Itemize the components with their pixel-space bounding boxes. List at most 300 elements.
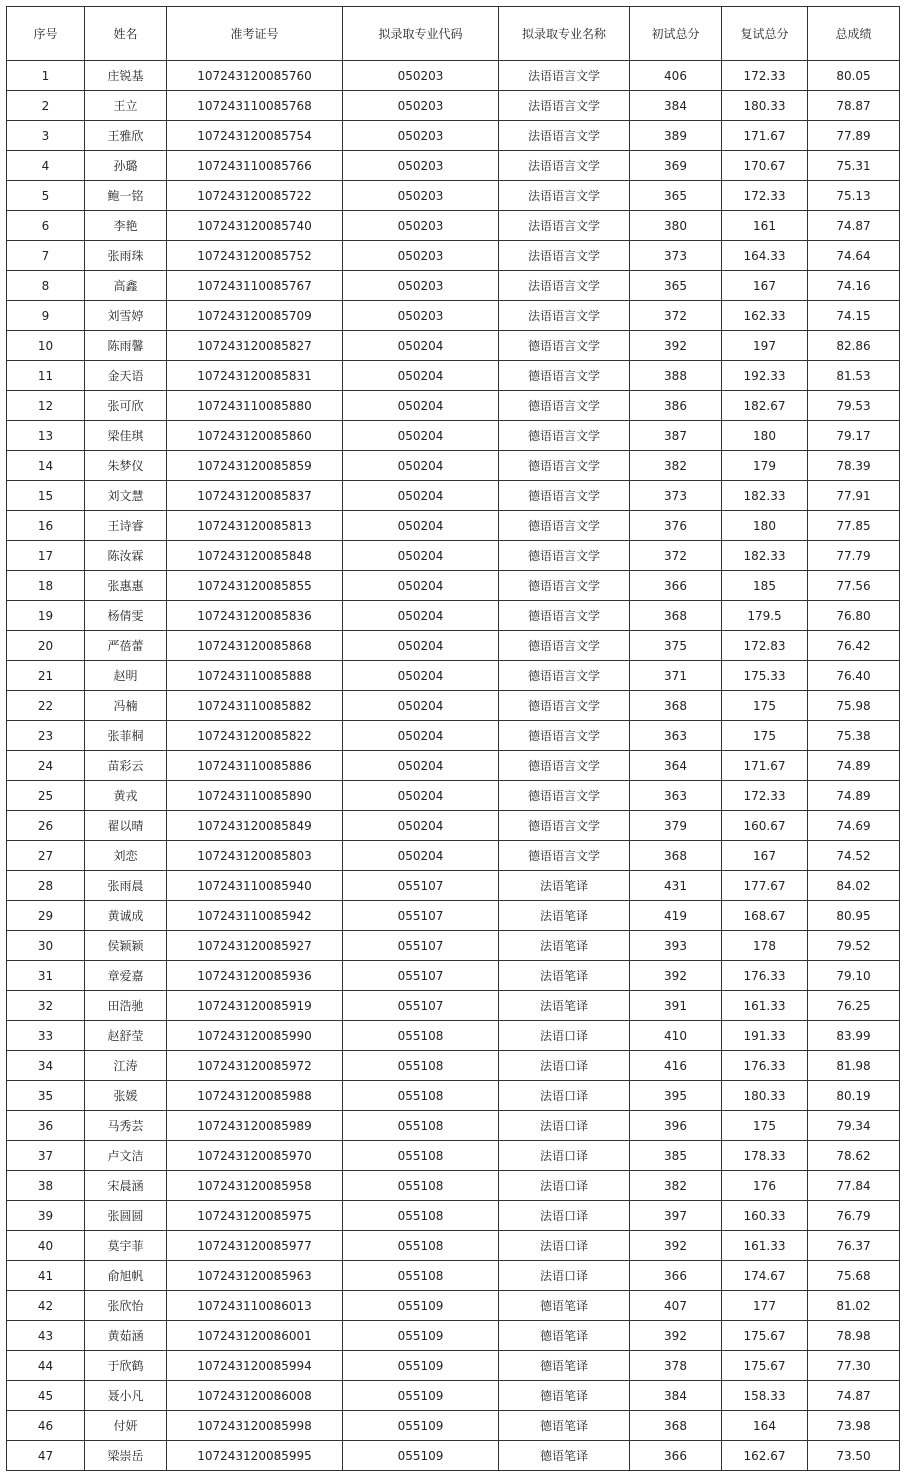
cell-total-score: 73.98: [808, 1411, 900, 1441]
cell-major-code: 050203: [343, 181, 499, 211]
cell-index: 20: [7, 631, 85, 661]
cell-name: 赵舒莹: [85, 1021, 167, 1051]
cell-retest-score: 191.33: [722, 1021, 808, 1051]
cell-retest-score: 178.33: [722, 1141, 808, 1171]
cell-initial-score: 380: [630, 211, 722, 241]
table-row: [7, 391, 900, 421]
cell-retest-score: 158.33: [722, 1381, 808, 1411]
cell-major-code: 055107: [343, 991, 499, 1021]
cell-retest-score: 161: [722, 211, 808, 241]
cell-exam-id: 107243120085813: [167, 511, 343, 541]
cell-total-score: 77.85: [808, 511, 900, 541]
cell-total-score: 75.31: [808, 151, 900, 181]
cell-retest-score: 172.83: [722, 631, 808, 661]
cell-retest-score: 192.33: [722, 361, 808, 391]
cell-exam-id: 107243110085890: [167, 781, 343, 811]
cell-retest-score: 161.33: [722, 991, 808, 1021]
cell-retest-score: 185: [722, 571, 808, 601]
cell-name: 陈雨馨: [85, 331, 167, 361]
header-index: 序号: [7, 7, 85, 61]
cell-retest-score: 160.33: [722, 1201, 808, 1231]
cell-total-score: 78.62: [808, 1141, 900, 1171]
cell-major-code: 055107: [343, 931, 499, 961]
cell-total-score: 74.69: [808, 811, 900, 841]
cell-major-code: 050203: [343, 61, 499, 91]
cell-initial-score: 410: [630, 1021, 722, 1051]
cell-major-code: 055109: [343, 1291, 499, 1321]
cell-initial-score: 407: [630, 1291, 722, 1321]
cell-total-score: 77.84: [808, 1171, 900, 1201]
cell-major-code: 050203: [343, 241, 499, 271]
cell-major-name: 德语语言文学: [499, 631, 630, 661]
cell-major-name: 德语笔译: [499, 1321, 630, 1351]
cell-major-code: 050204: [343, 571, 499, 601]
cell-index: 26: [7, 811, 85, 841]
cell-total-score: 78.87: [808, 91, 900, 121]
cell-initial-score: 382: [630, 1171, 722, 1201]
cell-major-code: 055109: [343, 1441, 499, 1471]
cell-exam-id: 107243120085827: [167, 331, 343, 361]
cell-total-score: 75.13: [808, 181, 900, 211]
cell-index: 24: [7, 751, 85, 781]
cell-initial-score: 369: [630, 151, 722, 181]
cell-initial-score: 392: [630, 961, 722, 991]
cell-major-name: 德语笔译: [499, 1381, 630, 1411]
cell-total-score: 74.52: [808, 841, 900, 871]
table-row: [7, 1261, 900, 1291]
cell-exam-id: 107243120085860: [167, 421, 343, 451]
cell-total-score: 81.53: [808, 361, 900, 391]
table-row: [7, 1381, 900, 1411]
cell-index: 29: [7, 901, 85, 931]
cell-exam-id: 107243120085972: [167, 1051, 343, 1081]
cell-major-name: 德语语言文学: [499, 541, 630, 571]
cell-total-score: 79.52: [808, 931, 900, 961]
cell-name: 张惠惠: [85, 571, 167, 601]
table-row: [7, 781, 900, 811]
cell-major-name: 德语笔译: [499, 1441, 630, 1471]
cell-index: 30: [7, 931, 85, 961]
cell-retest-score: 162.33: [722, 301, 808, 331]
cell-total-score: 81.98: [808, 1051, 900, 1081]
cell-retest-score: 167: [722, 271, 808, 301]
cell-major-name: 法语口译: [499, 1021, 630, 1051]
table-row: [7, 1411, 900, 1441]
cell-exam-id: 107243110085767: [167, 271, 343, 301]
cell-exam-id: 107243110085768: [167, 91, 343, 121]
cell-retest-score: 170.67: [722, 151, 808, 181]
cell-total-score: 74.16: [808, 271, 900, 301]
cell-exam-id: 107243120085831: [167, 361, 343, 391]
table-row: [7, 301, 900, 331]
cell-exam-id: 107243120085836: [167, 601, 343, 631]
cell-exam-id: 107243120085988: [167, 1081, 343, 1111]
cell-name: 王雅欣: [85, 121, 167, 151]
cell-index: 43: [7, 1321, 85, 1351]
cell-major-code: 050204: [343, 631, 499, 661]
cell-major-code: 050204: [343, 841, 499, 871]
cell-initial-score: 378: [630, 1351, 722, 1381]
cell-major-name: 德语语言文学: [499, 481, 630, 511]
cell-total-score: 74.89: [808, 781, 900, 811]
table-row: [7, 1081, 900, 1111]
cell-name: 莫宇菲: [85, 1231, 167, 1261]
cell-name: 王诗睿: [85, 511, 167, 541]
cell-name: 黄诚成: [85, 901, 167, 931]
cell-major-name: 德语笔译: [499, 1351, 630, 1381]
cell-total-score: 74.87: [808, 211, 900, 241]
header-initial-score: 初试总分: [630, 7, 722, 61]
cell-major-code: 050204: [343, 451, 499, 481]
cell-exam-id: 107243120085803: [167, 841, 343, 871]
table-row: [7, 331, 900, 361]
table-row: [7, 451, 900, 481]
cell-index: 5: [7, 181, 85, 211]
cell-total-score: 77.30: [808, 1351, 900, 1381]
cell-total-score: 80.95: [808, 901, 900, 931]
cell-exam-id: 107243110086013: [167, 1291, 343, 1321]
cell-index: 33: [7, 1021, 85, 1051]
cell-name: 刘雪婷: [85, 301, 167, 331]
cell-major-code: 055108: [343, 1141, 499, 1171]
cell-major-code: 055108: [343, 1111, 499, 1141]
cell-major-name: 法语笔译: [499, 901, 630, 931]
table-row: [7, 61, 900, 91]
cell-retest-score: 162.67: [722, 1441, 808, 1471]
cell-index: 4: [7, 151, 85, 181]
cell-major-name: 德语笔译: [499, 1411, 630, 1441]
cell-major-code: 050204: [343, 541, 499, 571]
cell-major-name: 德语语言文学: [499, 751, 630, 781]
cell-major-name: 德语笔译: [499, 1291, 630, 1321]
cell-name: 高鑫: [85, 271, 167, 301]
table-row: [7, 1441, 900, 1471]
cell-exam-id: 107243120085963: [167, 1261, 343, 1291]
cell-total-score: 79.10: [808, 961, 900, 991]
cell-index: 39: [7, 1201, 85, 1231]
cell-initial-score: 366: [630, 1261, 722, 1291]
header-name: 姓名: [85, 7, 167, 61]
cell-retest-score: 171.67: [722, 121, 808, 151]
cell-retest-score: 167: [722, 841, 808, 871]
cell-exam-id: 107243110085766: [167, 151, 343, 181]
cell-retest-score: 172.33: [722, 181, 808, 211]
cell-initial-score: 388: [630, 361, 722, 391]
cell-major-name: 法语口译: [499, 1141, 630, 1171]
cell-total-score: 74.89: [808, 751, 900, 781]
cell-major-name: 法语口译: [499, 1201, 630, 1231]
cell-retest-score: 180: [722, 421, 808, 451]
cell-index: 8: [7, 271, 85, 301]
cell-major-code: 055108: [343, 1021, 499, 1051]
cell-exam-id: 107243110085882: [167, 691, 343, 721]
cell-name: 黄茹涵: [85, 1321, 167, 1351]
cell-name: 侯颖颖: [85, 931, 167, 961]
cell-total-score: 76.40: [808, 661, 900, 691]
cell-retest-score: 174.67: [722, 1261, 808, 1291]
cell-major-code: 055108: [343, 1231, 499, 1261]
cell-major-name: 法语语言文学: [499, 211, 630, 241]
cell-name: 朱梦仪: [85, 451, 167, 481]
cell-index: 22: [7, 691, 85, 721]
cell-initial-score: 392: [630, 1321, 722, 1351]
cell-exam-id: 107243120085958: [167, 1171, 343, 1201]
cell-major-code: 050204: [343, 691, 499, 721]
cell-name: 卢文洁: [85, 1141, 167, 1171]
cell-initial-score: 371: [630, 661, 722, 691]
cell-major-name: 法语口译: [499, 1051, 630, 1081]
table-row: [7, 931, 900, 961]
cell-major-name: 德语语言文学: [499, 811, 630, 841]
cell-major-name: 德语语言文学: [499, 601, 630, 631]
cell-major-code: 050204: [343, 481, 499, 511]
cell-major-code: 055109: [343, 1411, 499, 1441]
cell-initial-score: 391: [630, 991, 722, 1021]
header-retest-score: 复试总分: [722, 7, 808, 61]
cell-major-name: 法语语言文学: [499, 91, 630, 121]
cell-index: 15: [7, 481, 85, 511]
cell-major-name: 德语语言文学: [499, 721, 630, 751]
cell-index: 7: [7, 241, 85, 271]
cell-exam-id: 107243120085849: [167, 811, 343, 841]
cell-name: 章爱嘉: [85, 961, 167, 991]
cell-initial-score: 372: [630, 301, 722, 331]
cell-total-score: 74.87: [808, 1381, 900, 1411]
cell-initial-score: 382: [630, 451, 722, 481]
cell-major-name: 法语语言文学: [499, 61, 630, 91]
cell-major-name: 法语语言文学: [499, 301, 630, 331]
cell-major-code: 055108: [343, 1261, 499, 1291]
cell-index: 32: [7, 991, 85, 1021]
cell-retest-score: 164: [722, 1411, 808, 1441]
cell-initial-score: 365: [630, 181, 722, 211]
cell-retest-score: 175: [722, 721, 808, 751]
cell-retest-score: 177: [722, 1291, 808, 1321]
cell-initial-score: 365: [630, 271, 722, 301]
cell-name: 张媛: [85, 1081, 167, 1111]
table-row: [7, 361, 900, 391]
cell-total-score: 79.17: [808, 421, 900, 451]
cell-name: 陈汝霖: [85, 541, 167, 571]
cell-major-name: 法语笔译: [499, 961, 630, 991]
cell-total-score: 77.89: [808, 121, 900, 151]
cell-index: 45: [7, 1381, 85, 1411]
cell-exam-id: 107243120085740: [167, 211, 343, 241]
cell-major-code: 055107: [343, 961, 499, 991]
cell-major-name: 法语口译: [499, 1231, 630, 1261]
table-row: [7, 421, 900, 451]
cell-index: 25: [7, 781, 85, 811]
cell-index: 37: [7, 1141, 85, 1171]
cell-retest-score: 179: [722, 451, 808, 481]
cell-major-code: 050204: [343, 361, 499, 391]
cell-index: 1: [7, 61, 85, 91]
cell-index: 17: [7, 541, 85, 571]
cell-name: 梁佳琪: [85, 421, 167, 451]
cell-name: 张可欣: [85, 391, 167, 421]
cell-retest-score: 176.33: [722, 1051, 808, 1081]
cell-major-code: 055108: [343, 1051, 499, 1081]
cell-exam-id: 107243120085868: [167, 631, 343, 661]
cell-exam-id: 107243120085837: [167, 481, 343, 511]
cell-initial-score: 397: [630, 1201, 722, 1231]
cell-name: 张菲桐: [85, 721, 167, 751]
cell-major-code: 050204: [343, 421, 499, 451]
cell-initial-score: 393: [630, 931, 722, 961]
cell-exam-id: 107243120085970: [167, 1141, 343, 1171]
cell-exam-id: 107243120085927: [167, 931, 343, 961]
cell-exam-id: 107243110085880: [167, 391, 343, 421]
cell-retest-score: 178: [722, 931, 808, 961]
cell-initial-score: 406: [630, 61, 722, 91]
cell-total-score: 76.25: [808, 991, 900, 1021]
cell-name: 冯楠: [85, 691, 167, 721]
cell-initial-score: 373: [630, 241, 722, 271]
cell-index: 27: [7, 841, 85, 871]
cell-major-code: 050204: [343, 661, 499, 691]
cell-name: 付妍: [85, 1411, 167, 1441]
cell-total-score: 74.64: [808, 241, 900, 271]
cell-major-name: 法语语言文学: [499, 121, 630, 151]
cell-total-score: 77.56: [808, 571, 900, 601]
cell-major-name: 德语语言文学: [499, 661, 630, 691]
cell-major-name: 法语笔译: [499, 991, 630, 1021]
cell-initial-score: 366: [630, 571, 722, 601]
cell-total-score: 73.50: [808, 1441, 900, 1471]
cell-total-score: 80.05: [808, 61, 900, 91]
cell-major-name: 法语口译: [499, 1261, 630, 1291]
admission-table: [6, 6, 900, 1471]
cell-major-name: 德语语言文学: [499, 421, 630, 451]
cell-exam-id: 107243120086001: [167, 1321, 343, 1351]
cell-exam-id: 107243110085888: [167, 661, 343, 691]
cell-name: 张雨珠: [85, 241, 167, 271]
cell-major-code: 050203: [343, 271, 499, 301]
cell-exam-id: 107243120085975: [167, 1201, 343, 1231]
table-row: [7, 211, 900, 241]
cell-major-code: 055107: [343, 871, 499, 901]
cell-major-name: 法语笔译: [499, 931, 630, 961]
cell-initial-score: 368: [630, 601, 722, 631]
table-row: [7, 1171, 900, 1201]
cell-index: 19: [7, 601, 85, 631]
cell-retest-score: 182.33: [722, 481, 808, 511]
cell-initial-score: 366: [630, 1441, 722, 1471]
cell-initial-score: 396: [630, 1111, 722, 1141]
cell-exam-id: 107243120085859: [167, 451, 343, 481]
table-row: [7, 751, 900, 781]
table-row: [7, 991, 900, 1021]
cell-total-score: 74.15: [808, 301, 900, 331]
cell-exam-id: 107243120085709: [167, 301, 343, 331]
cell-retest-score: 180.33: [722, 1081, 808, 1111]
cell-major-name: 法语笔译: [499, 871, 630, 901]
cell-exam-id: 107243120085822: [167, 721, 343, 751]
cell-total-score: 75.68: [808, 1261, 900, 1291]
cell-name: 张欣怡: [85, 1291, 167, 1321]
cell-major-name: 德语语言文学: [499, 571, 630, 601]
cell-major-code: 055109: [343, 1321, 499, 1351]
table-row: [7, 511, 900, 541]
table-row: [7, 1051, 900, 1081]
cell-major-code: 050204: [343, 781, 499, 811]
cell-major-code: 055109: [343, 1381, 499, 1411]
cell-index: 18: [7, 571, 85, 601]
cell-exam-id: 107243120085760: [167, 61, 343, 91]
cell-retest-score: 176.33: [722, 961, 808, 991]
cell-major-name: 德语语言文学: [499, 691, 630, 721]
cell-name: 翟以晴: [85, 811, 167, 841]
cell-retest-score: 175.67: [722, 1321, 808, 1351]
cell-name: 马秀芸: [85, 1111, 167, 1141]
cell-index: 41: [7, 1261, 85, 1291]
cell-index: 14: [7, 451, 85, 481]
cell-index: 23: [7, 721, 85, 751]
cell-exam-id: 107243120085722: [167, 181, 343, 211]
cell-initial-score: 375: [630, 631, 722, 661]
cell-major-name: 法语口译: [499, 1081, 630, 1111]
cell-total-score: 78.98: [808, 1321, 900, 1351]
table-row: [7, 961, 900, 991]
table-row: [7, 181, 900, 211]
cell-major-name: 德语语言文学: [499, 781, 630, 811]
cell-retest-score: 180: [722, 511, 808, 541]
cell-retest-score: 164.33: [722, 241, 808, 271]
cell-initial-score: 384: [630, 1381, 722, 1411]
cell-major-code: 050203: [343, 211, 499, 241]
table-row: [7, 871, 900, 901]
cell-retest-score: 161.33: [722, 1231, 808, 1261]
table-row: [7, 841, 900, 871]
cell-name: 李艳: [85, 211, 167, 241]
header-exam-id: 准考证号: [167, 7, 343, 61]
cell-initial-score: 368: [630, 1411, 722, 1441]
cell-exam-id: 107243120085848: [167, 541, 343, 571]
table-row: [7, 1321, 900, 1351]
cell-index: 6: [7, 211, 85, 241]
table-row: [7, 541, 900, 571]
cell-initial-score: 379: [630, 811, 722, 841]
table-row: [7, 241, 900, 271]
cell-retest-score: 182.67: [722, 391, 808, 421]
table-row: [7, 481, 900, 511]
table-row: [7, 571, 900, 601]
cell-retest-score: 175: [722, 691, 808, 721]
cell-retest-score: 160.67: [722, 811, 808, 841]
cell-total-score: 78.39: [808, 451, 900, 481]
table-row: [7, 1291, 900, 1321]
cell-name: 黄戎: [85, 781, 167, 811]
header-row: [7, 7, 900, 61]
cell-total-score: 82.86: [808, 331, 900, 361]
cell-initial-score: 416: [630, 1051, 722, 1081]
cell-initial-score: 395: [630, 1081, 722, 1111]
header-major-name: 拟录取专业名称: [499, 7, 630, 61]
cell-major-name: 德语语言文学: [499, 361, 630, 391]
cell-name: 苗彩云: [85, 751, 167, 781]
table-row: [7, 151, 900, 181]
table-row: [7, 661, 900, 691]
cell-name: 聂小凡: [85, 1381, 167, 1411]
cell-major-code: 050204: [343, 601, 499, 631]
cell-name: 张雨晨: [85, 871, 167, 901]
cell-name: 严蓓蕾: [85, 631, 167, 661]
table-row: [7, 601, 900, 631]
cell-initial-score: 376: [630, 511, 722, 541]
cell-name: 庄锐基: [85, 61, 167, 91]
cell-total-score: 76.79: [808, 1201, 900, 1231]
cell-retest-score: 172.33: [722, 61, 808, 91]
